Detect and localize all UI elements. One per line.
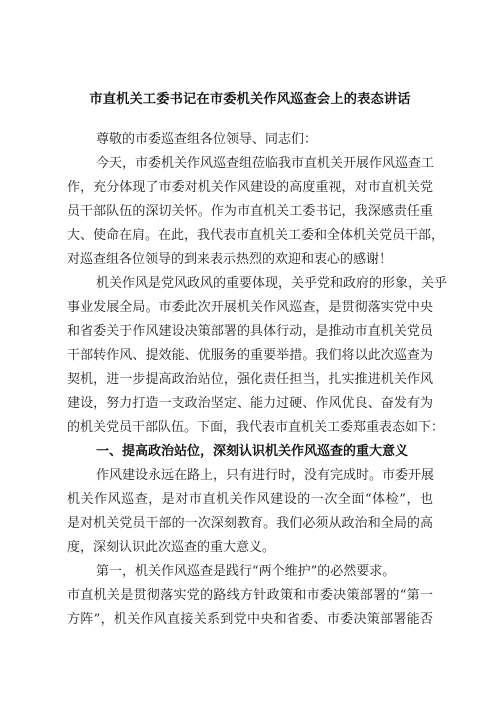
paragraph-line: 契机，进一步提高政治站位，强化责任担当，扎实推进机关作风	[67, 372, 433, 387]
paragraph-line: 和省委关于作风建设决策部署的具体行动，是推动市直机关党员	[67, 324, 433, 339]
paragraph-line: 今天，市委机关作风巡查组莅临我市直机关开展作风巡查工	[96, 156, 435, 171]
paragraph-line: 大、使命在肩。在此，我代表市直机关工委和全体机关党员干部，	[67, 228, 445, 243]
paragraph-line: 方阵”，机关作风直接关系到党中央和省委、市委决策部署能否	[67, 612, 433, 627]
paragraph-line: 作，充分体现了市委对机关作风建设的高度重视，对市直机关党	[67, 180, 433, 195]
paragraph-line: 对巡查组各位领导的到来表示热烈的欢迎和衷心的感谢！	[67, 252, 393, 267]
paragraph-line: 建设，努力打造一支政治坚定、能力过硬、作风优良、奋发有为	[67, 396, 433, 411]
paragraph-line: 员干部队伍的深切关怀。作为市直机关工委书记，我深感责任重	[67, 204, 433, 219]
paragraph-line: 第一，机关作风巡查是践行“两个维护”的必然要求。	[96, 564, 396, 579]
paragraph-line: 是对机关党员干部的一次深刻教育。我们必须从政治和全局的高	[67, 516, 433, 531]
paragraph-line: 的机关党员干部队伍。下面，我代表市直机关工委郑重表态如下：	[67, 420, 445, 435]
paragraph-line: 机关作风巡查，是对市直机关作风建设的一次全面“体检”，也	[67, 492, 433, 507]
salutation: 尊敬的市委巡查组各位领导、同志们：	[96, 132, 318, 147]
paragraph-line: 市直机关是贯彻落实党的路线方针政策和市委决策部署的“第一	[67, 588, 433, 603]
paragraph-line: 度，深刻认识此次巡查的重大意义。	[67, 540, 276, 555]
paragraph-line: 作风建设永远在路上，只有进行时，没有完成时。市委开展	[96, 468, 435, 483]
paragraph-line: 干部转作风、提效能、优服务的重要举措。我们将以此次巡查为	[67, 348, 433, 363]
paragraph-line: 机关作风是党风政风的重要体现，关乎党和政府的形象，关乎	[96, 276, 448, 291]
paragraph-line: 事业发展全局。市委此次开展机关作风巡查，是贯彻落实党中央	[67, 300, 433, 315]
section-heading: 一、提高政治站位，深刻认识机关作风巡查的重大意义	[96, 444, 409, 459]
page-title: 市直机关工委书记在市委机关作风巡查会上的表态讲话	[89, 92, 411, 107]
